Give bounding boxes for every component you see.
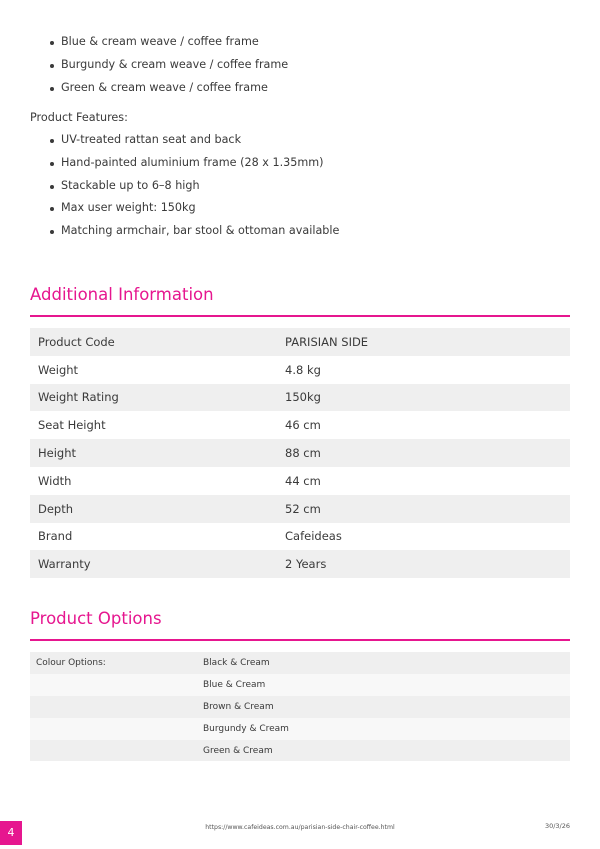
table-row bbox=[30, 356, 570, 384]
spec-value: 52 cm bbox=[278, 495, 570, 523]
option-value: Blue & Cream bbox=[198, 674, 570, 696]
spec-label: Depth bbox=[30, 495, 278, 523]
product-options-title: Product Options bbox=[30, 609, 162, 628]
table-row bbox=[30, 674, 570, 696]
table-row bbox=[30, 467, 570, 495]
spec-value: Cafeideas bbox=[285, 529, 342, 544]
option-label: Colour Options: bbox=[30, 652, 198, 674]
list-item: Stackable up to 6–8 high bbox=[50, 175, 339, 198]
section-divider bbox=[30, 315, 570, 317]
list-item: Hand-painted aluminium frame (28 x 1.35mm) bbox=[50, 152, 339, 175]
table-row bbox=[30, 328, 570, 356]
product-features-list bbox=[50, 129, 339, 243]
page-number: 4 bbox=[0, 821, 22, 845]
table-row bbox=[30, 439, 570, 467]
spec-value: 46 cm bbox=[285, 418, 321, 433]
table-row bbox=[30, 384, 570, 412]
list-item: Blue & cream weave / coffee frame bbox=[50, 31, 288, 54]
section-divider bbox=[30, 639, 570, 641]
option-value: Green & Cream bbox=[198, 740, 570, 762]
spec-label: Width bbox=[38, 473, 72, 488]
footer-url: https://www.cafeideas.com.au/parisian-side-chair-coffee.html bbox=[205, 824, 395, 831]
spec-value: 88 cm bbox=[278, 439, 570, 467]
option-value: Brown & Cream bbox=[198, 696, 570, 718]
spec-label: Product Code bbox=[30, 328, 278, 356]
additional-information-table bbox=[30, 328, 570, 578]
spec-label: Brand bbox=[38, 529, 73, 544]
spec-value: 4.8 kg bbox=[285, 362, 321, 377]
table-row bbox=[30, 411, 570, 439]
spec-value: PARISIAN SIDE bbox=[278, 328, 570, 356]
spec-label: Warranty bbox=[30, 550, 278, 578]
option-value: Black & Cream bbox=[198, 652, 570, 674]
table-row bbox=[30, 718, 570, 740]
option-value: Burgundy & Cream bbox=[198, 718, 570, 740]
spec-label: Height bbox=[30, 439, 278, 467]
list-item: Green & cream weave / coffee frame bbox=[50, 77, 288, 100]
option-label-empty bbox=[30, 674, 198, 696]
spec-value: 150kg bbox=[278, 384, 570, 412]
spec-value: 44 cm bbox=[285, 473, 321, 488]
spec-label: Seat Height bbox=[38, 418, 106, 433]
spec-value: 2 Years bbox=[278, 550, 570, 578]
table-row bbox=[30, 523, 570, 551]
table-row bbox=[30, 740, 570, 762]
footer-date: 30/3/26 bbox=[544, 822, 570, 830]
list-item: Max user weight: 150kg bbox=[50, 197, 339, 220]
spec-label: Weight Rating bbox=[30, 384, 278, 412]
list-item: Matching armchair, bar stool & ottoman available bbox=[50, 220, 339, 243]
spec-label: Weight bbox=[38, 362, 79, 377]
table-row bbox=[30, 652, 570, 674]
table-row bbox=[30, 696, 570, 718]
list-item: Burgundy & cream weave / coffee frame bbox=[50, 54, 288, 77]
table-row bbox=[30, 495, 570, 523]
additional-information-title: Additional Information bbox=[30, 285, 214, 304]
table-row bbox=[30, 550, 570, 578]
option-label-empty bbox=[30, 740, 198, 762]
features-heading: Product Features: bbox=[30, 111, 128, 124]
option-label-empty bbox=[30, 696, 198, 718]
colour-variant-list bbox=[50, 31, 288, 99]
option-label-empty bbox=[30, 718, 198, 740]
product-options-table bbox=[30, 652, 570, 761]
list-item: UV-treated rattan seat and back bbox=[50, 129, 339, 152]
